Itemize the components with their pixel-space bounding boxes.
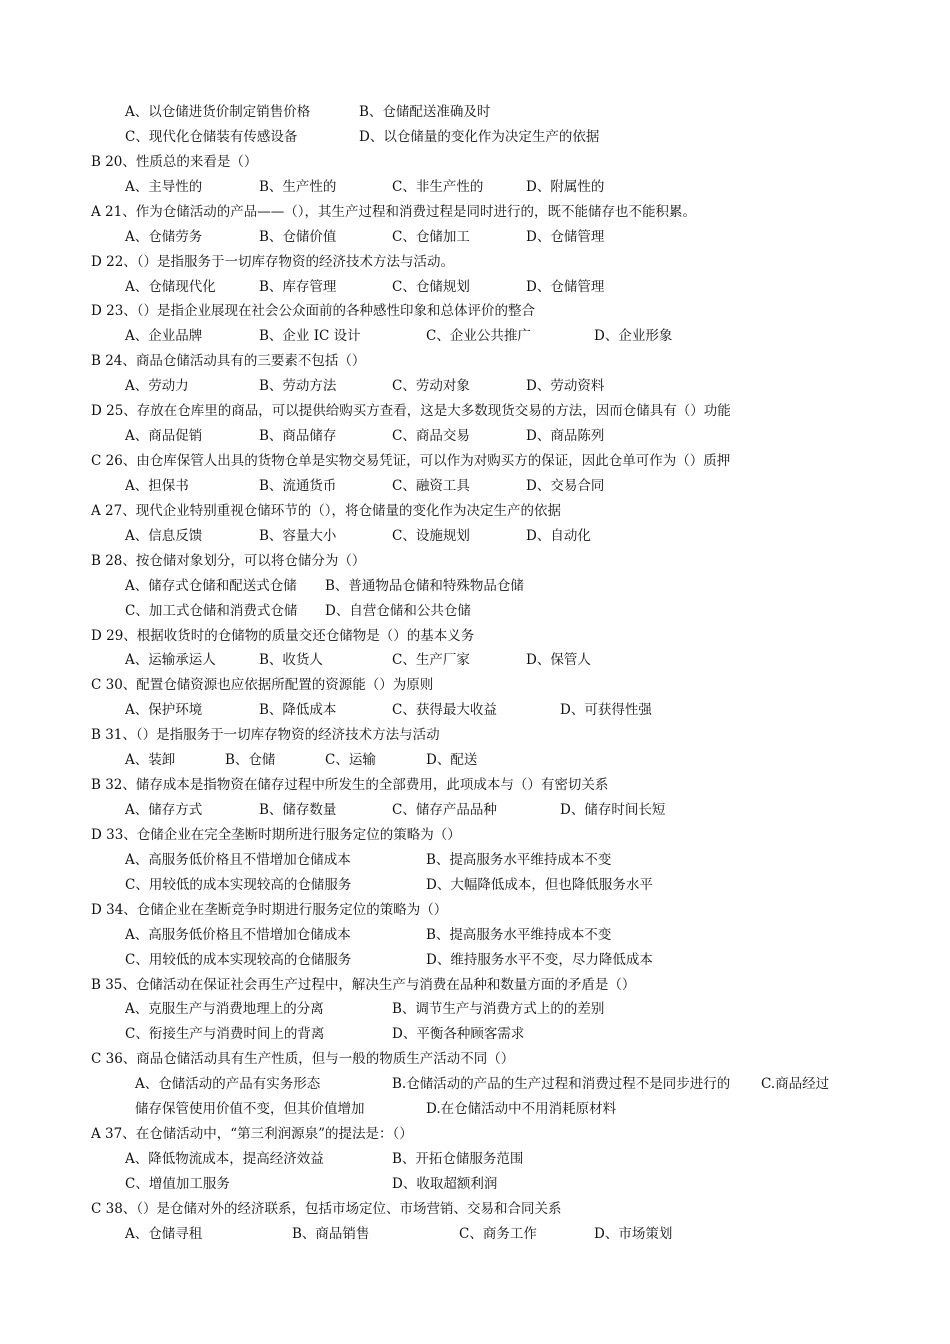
text-line <box>0 798 950 822</box>
option-text: A、劳动力 <box>125 378 189 395</box>
option-text: B、提高服务水平维持成本不变 <box>426 926 612 943</box>
option-text: D、自动化 <box>526 527 591 544</box>
question-text: B 32、储存成本是指物资在储存过程中所发生的全部费用，此项成本与（）有密切关系 <box>91 777 609 794</box>
option-text: B、仓储配送准确及时 <box>359 104 491 120</box>
text-line <box>0 399 950 423</box>
text-line <box>0 1222 950 1246</box>
question-text: D 29、根据收货时的仓储物的质量交还仓储物是（）的基本义务 <box>91 627 475 644</box>
text-line <box>0 499 950 523</box>
option-text: B、普通物品仓储和特殊物品仓储 <box>325 577 524 594</box>
text-line <box>0 1122 950 1146</box>
question-text: B 35、仓储活动在保证社会再生产过程中，解决生产与消费在品种和数量方面的矛盾是（） <box>91 976 636 993</box>
option-text: B、商品销售 <box>292 1225 370 1242</box>
option-text: D、配送 <box>426 752 478 769</box>
option-text: C、生产厂家 <box>392 652 470 669</box>
text-line <box>0 723 950 747</box>
text-line <box>0 125 950 149</box>
question-text: C 38、（）是仓储对外的经济联系，包括市场定位、市场营销、交易和合同关系 <box>91 1200 562 1217</box>
option-text: A、仓储劳务 <box>125 228 203 245</box>
question-text: D 23、（）是指企业展现在社会公众面前的各种感性印象和总体评价的整合 <box>91 303 536 320</box>
text-line <box>0 1097 950 1121</box>
text-line <box>0 324 950 348</box>
text-line <box>0 599 950 623</box>
option-text: A、克服生产与消费地理上的分离 <box>125 1001 324 1018</box>
text-line <box>0 424 950 448</box>
option-text: C、运输 <box>325 752 376 769</box>
option-text: B、库存管理 <box>259 278 337 295</box>
option-text: D、储存时间长短 <box>560 802 666 819</box>
text-line <box>0 773 950 797</box>
question-text: D 25、存放在仓库里的商品，可以提供给购买方查看，这是大多数现货交易的方法，因而仓储具有（）功能 <box>91 403 731 420</box>
option-text: D、自营仓储和公共仓储 <box>325 602 471 619</box>
text-line <box>0 100 950 124</box>
option-text: A、仓储寻租 <box>125 1225 203 1242</box>
option-text: B、企业 IC 设计 <box>259 328 361 345</box>
text-line <box>0 225 950 249</box>
option-text: A、高服务低价格且不惜增加仓储成本 <box>125 851 351 868</box>
option-text: B、降低成本 <box>259 702 337 719</box>
option-text: D、商品陈列 <box>526 428 605 445</box>
option-text: D、仓储管理 <box>526 228 605 245</box>
text-line <box>0 1072 950 1096</box>
question-text: C 26、由仓库保管人出具的货物仓单是实物交易凭证，可以作为对购买方的保证，因此仓单可作为（）质押 <box>91 453 731 470</box>
question-text: B 24、商品仓储活动具有的三要素不包括（） <box>91 353 366 370</box>
text-line <box>0 524 950 548</box>
option-text: C、设施规划 <box>392 527 470 544</box>
text-line <box>0 823 950 847</box>
option-text: A、装卸 <box>125 752 176 769</box>
option-text: D、市场策划 <box>594 1225 673 1242</box>
text-line <box>0 624 950 648</box>
question-text: B 31、（）是指服务于一切库存物资的经济技术方法与活动 <box>91 727 440 744</box>
text-line <box>0 549 950 573</box>
option-text: C、衔接生产与消费时间上的背离 <box>125 1026 325 1043</box>
option-text: B、收货人 <box>259 652 323 669</box>
option-text: C、增值加工服务 <box>125 1175 230 1192</box>
option-text: A、商品促销 <box>125 428 203 445</box>
question-text: D 34、仓储企业在垄断竞争时期进行服务定位的策略为（） <box>91 901 448 918</box>
option-text: C、仓储规划 <box>392 278 470 295</box>
text-line <box>0 275 950 299</box>
text-line <box>0 648 950 672</box>
option-text: B、仓储价值 <box>259 228 337 245</box>
option-text: D、以仓储量的变化作为决定生产的依据 <box>359 128 600 145</box>
option-text: A、信息反馈 <box>125 527 203 544</box>
option-text: D、企业形象 <box>594 328 673 345</box>
option-text: A、运输承运人 <box>125 652 216 669</box>
text-line <box>0 973 950 997</box>
option-text: C、劳动对象 <box>392 378 470 395</box>
option-text: C、用较低的成本实现较高的仓储服务 <box>125 951 352 968</box>
question-text: C 30、配置仓储资源也应依据所配置的资源能（）为原则 <box>91 677 434 694</box>
option-text: C、储存产品品种 <box>392 802 497 819</box>
option-text: B、商品储存 <box>259 428 337 445</box>
text-line <box>0 1197 950 1221</box>
text-line <box>0 748 950 772</box>
text-line <box>0 923 950 947</box>
text-line <box>0 200 950 224</box>
option-text: C、融资工具 <box>392 477 470 494</box>
question-text: D 33、仓储企业在完全垄断时期所进行服务定位的策略为（） <box>91 826 461 843</box>
text-line <box>0 898 950 922</box>
option-text: B、流通货币 <box>259 477 337 494</box>
option-text: A、主导性的 <box>125 178 203 195</box>
option-text: A、储存式仓储和配送式仓储 <box>125 577 297 594</box>
option-text: C、商务工作 <box>459 1225 537 1242</box>
text-line <box>0 1022 950 1046</box>
text-line <box>0 374 950 398</box>
option-text: B、仓储 <box>225 752 276 769</box>
option-text: A、储存方式 <box>125 802 203 819</box>
option-text: C、企业公共推广 <box>426 328 531 345</box>
option-text: 储存保管使用价值不变，但其价值增加 <box>135 1101 365 1118</box>
option-text: C、非生产性的 <box>392 178 484 195</box>
option-text: D、平衡各种顾客需求 <box>392 1026 525 1043</box>
text-line <box>0 1047 950 1071</box>
text-line <box>0 948 950 972</box>
option-text: A、降低物流成本，提高经济效益 <box>125 1151 324 1168</box>
question-text: B 20、性质总的来看是（） <box>91 153 258 170</box>
text-line <box>0 349 950 373</box>
option-text: A、仓储现代化 <box>125 278 216 295</box>
option-text: B、容量大小 <box>259 527 337 544</box>
option-text: D、保管人 <box>526 652 591 669</box>
question-text: A 27、现代企业特别重视仓储环节的（），将仓储量的变化作为决定生产的依据 <box>91 502 561 519</box>
option-text: B、储存数量 <box>259 802 337 819</box>
option-text: C、获得最大收益 <box>392 702 497 719</box>
option-text: C、商品交易 <box>392 428 470 445</box>
text-line <box>0 299 950 323</box>
option-text: D、收取超额利润 <box>392 1175 498 1192</box>
option-text: A、担保书 <box>125 477 189 494</box>
option-text: B、调节生产与消费方式上的的差别 <box>392 1001 605 1018</box>
text-line <box>0 150 950 174</box>
option-text: C、用较低的成本实现较高的仓储服务 <box>125 876 352 893</box>
option-text: C、仓储加工 <box>392 228 470 245</box>
question-text: A 21、作为仓储活动的产品——（），其生产过程和消费过程是同时进行的，既不能储存也不能积累。 <box>91 203 696 220</box>
question-text: B 28、按仓储对象划分，可以将仓储分为（） <box>91 552 366 569</box>
option-text: C.商品经过 <box>761 1076 830 1093</box>
option-text: D.在仓储活动中不用消耗原材料 <box>426 1101 617 1118</box>
text-line <box>0 873 950 897</box>
option-text: D、大幅降低成本，但也降低服务水平 <box>426 876 653 893</box>
option-text: A、高服务低价格且不惜增加仓储成本 <box>125 926 351 943</box>
text-line <box>0 698 950 722</box>
text-line <box>0 848 950 872</box>
text-line <box>0 1147 950 1171</box>
text-line <box>0 574 950 598</box>
text-line <box>0 474 950 498</box>
text-line <box>0 1172 950 1196</box>
text-line <box>0 175 950 199</box>
question-text: D 22、（）是指服务于一切库存物资的经济技术方法与活动。 <box>91 253 455 270</box>
option-text: A、以仓储进货价制定销售价格 <box>125 104 311 120</box>
option-text: B、劳动方法 <box>259 378 337 395</box>
option-text: B、提高服务水平维持成本不变 <box>426 851 612 868</box>
text-line <box>0 250 950 274</box>
text-line <box>0 997 950 1021</box>
option-text: D、附属性的 <box>526 178 605 195</box>
option-text: D、维持服务水平不变，尽力降低成本 <box>426 951 653 968</box>
option-text: B、开拓仓储服务范围 <box>392 1151 524 1168</box>
option-text: C、现代化仓储装有传感设备 <box>125 128 298 145</box>
option-text: D、交易合同 <box>526 477 605 494</box>
option-text: D、仓储管理 <box>526 278 605 295</box>
option-text: D、可获得性强 <box>560 702 652 719</box>
option-text: D、劳动资料 <box>526 378 605 395</box>
text-line <box>0 673 950 697</box>
option-text: B、生产性的 <box>259 178 337 195</box>
text-line <box>0 449 950 473</box>
option-text: C、加工式仓储和消费式仓储 <box>125 602 298 619</box>
option-text: A、保护环境 <box>125 702 203 719</box>
question-text: C 36、商品仓储活动具有生产性质，但与一般的物质生产活动不同（） <box>91 1051 515 1068</box>
question-text: A 37、在仓储活动中，“第三利润源泉”的提法是：（） <box>91 1126 413 1143</box>
option-text: A、企业品牌 <box>125 328 203 345</box>
option-text: B.仓储活动的产品的生产过程和消费过程不是同步进行的 <box>392 1076 731 1093</box>
option-text: A、仓储活动的产品有实务形态 <box>135 1076 321 1093</box>
